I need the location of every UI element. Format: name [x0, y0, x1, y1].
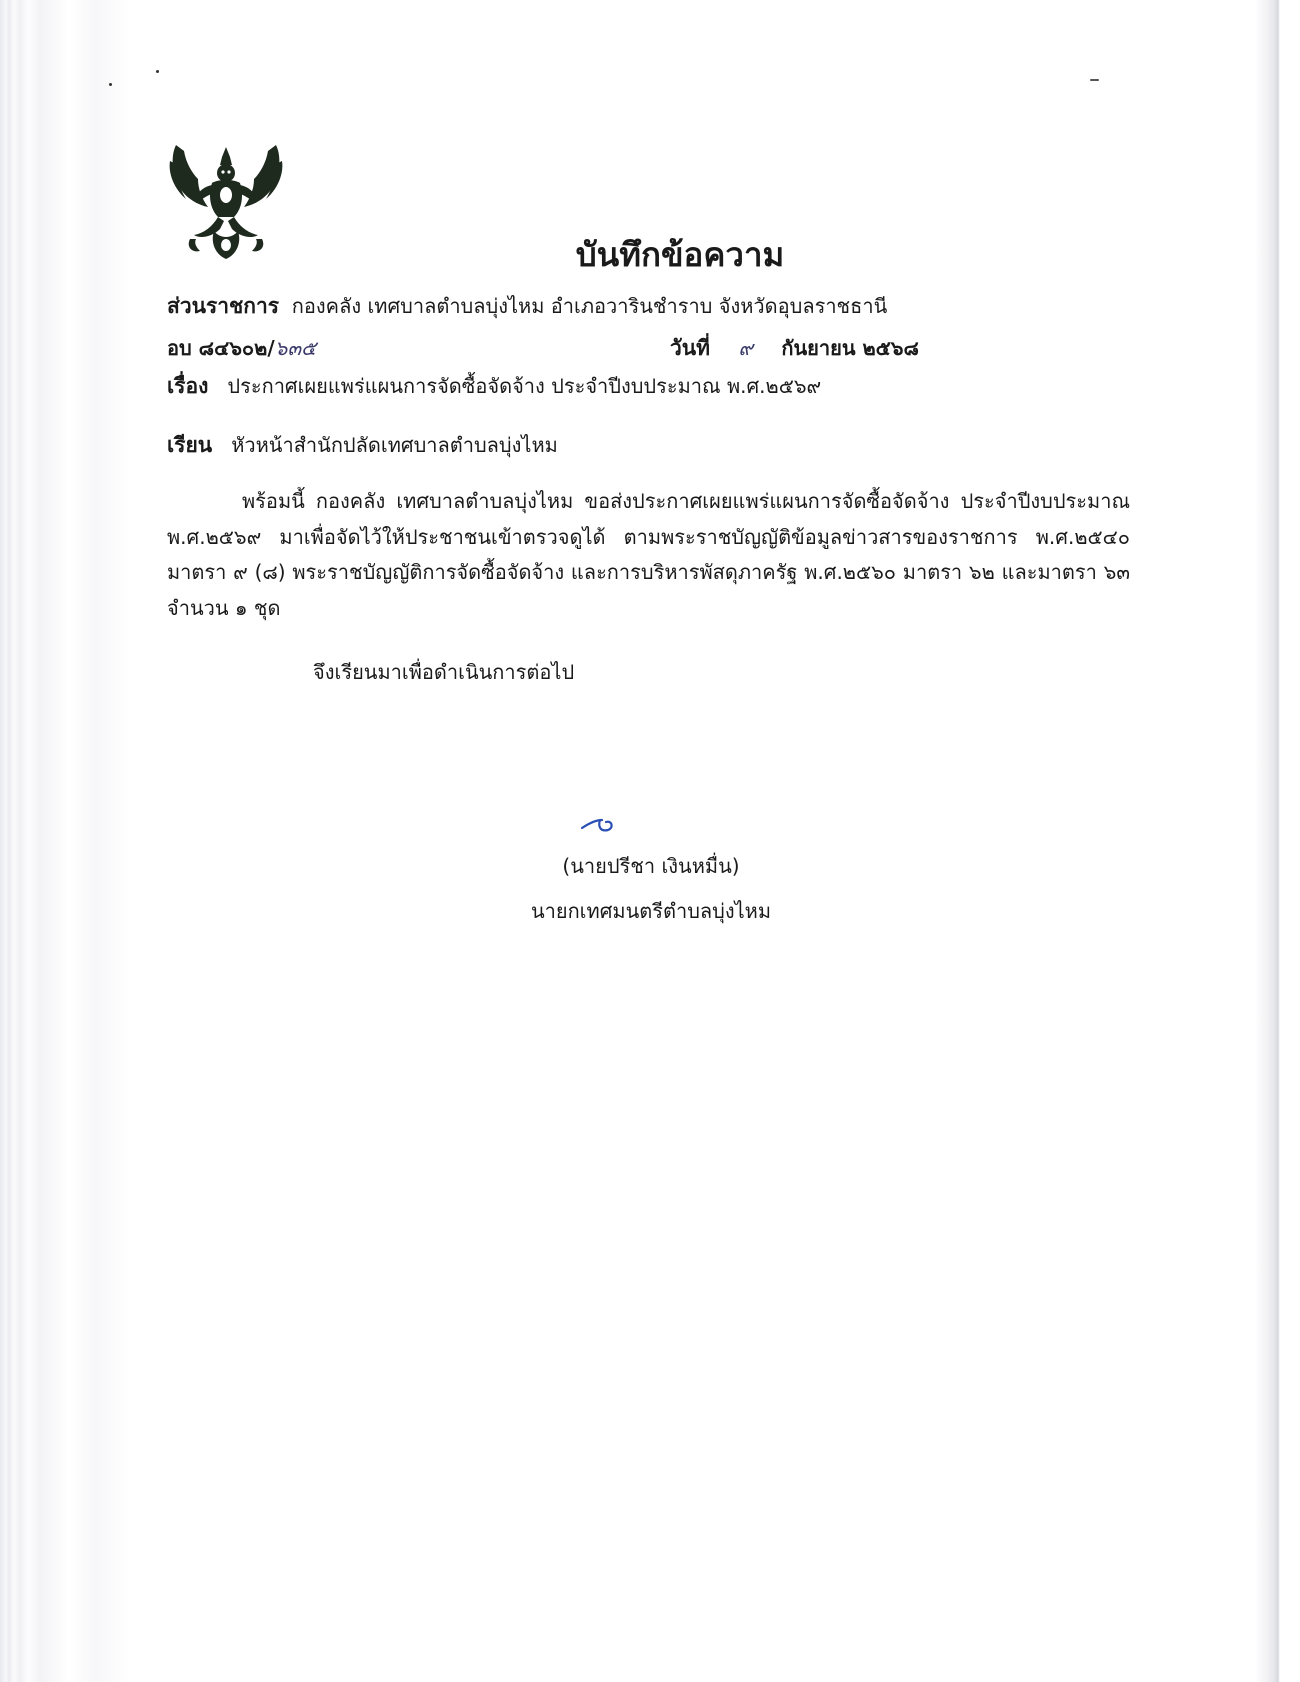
memo-body: พร้อมนี้ กองคลัง เทศบาลตำบลบุ่งไหม ขอส่งประกาศเผยแพร่แผนการจัดซื้อจัดจ้าง ประจำปีงบประมาณ พ.ศ.๒๕๖๙ มาเพื่อจัดไว้ให้ประชาชนเข้าตรวจดูได้ ตามพระราชบัญญัติข้อมูลข่าวสารของราชการ พ.ศ.๒๕๔๐ มาตรา ๙ (๘) พระราชบัญญัติการจัดซื้อจัดจ้าง และการบริหารพัสดุภาครัฐ พ.ศ.๒๕๖๐ มาตรา ๖๒ และมาตรา ๖๓ จำนวน ๑ ชุด	[167, 489, 1130, 620]
subject-value: ประกาศเผยแพร่แผนการจัดซื้อจัดจ้าง ประจำปีงบประมาณ พ.ศ.๒๕๖๙	[227, 374, 822, 398]
department-value: กองคลัง เทศบาลตำบลบุ่งไหม อำเภอวารินชำราบ จังหวัดอุบลราชธานี	[291, 294, 888, 318]
date-label: วันที่	[670, 336, 710, 360]
scan-speck	[156, 70, 159, 73]
reference-line	[167, 332, 316, 364]
subject-label: เรื่อง	[167, 374, 209, 398]
closing-statement: จึงเรียนมาเพื่อดำเนินการต่อไป	[313, 660, 575, 684]
date-line	[670, 332, 919, 365]
date-month-year: กันยายน ๒๕๖๘	[781, 336, 919, 360]
addressee-label: เรียน	[167, 433, 213, 457]
date-day-handwritten: ๙	[738, 336, 754, 360]
addressee-line	[167, 429, 558, 462]
scan-speck	[1090, 79, 1099, 81]
memo-title: บันทึกข้อความ	[575, 235, 785, 274]
scan-speck	[109, 83, 112, 86]
handwritten-signature	[578, 810, 628, 838]
addressee-value: หัวหน้าสำนักปลัดเทศบาลตำบลบุ่งไหม	[231, 433, 558, 457]
signer-position: นายกเทศมนตรีตำบลบุ่งไหม	[530, 899, 772, 923]
department-line	[167, 290, 887, 323]
subject-line	[167, 370, 821, 403]
reference-number-handwritten: ๖๓๕	[274, 336, 317, 360]
reference-prefix: อบ ๘๔๖๐๒/	[167, 336, 275, 360]
department-label: ส่วนราชการ	[167, 294, 280, 318]
signer-name: (นายปรีชา เงินหมื่น)	[562, 854, 740, 878]
